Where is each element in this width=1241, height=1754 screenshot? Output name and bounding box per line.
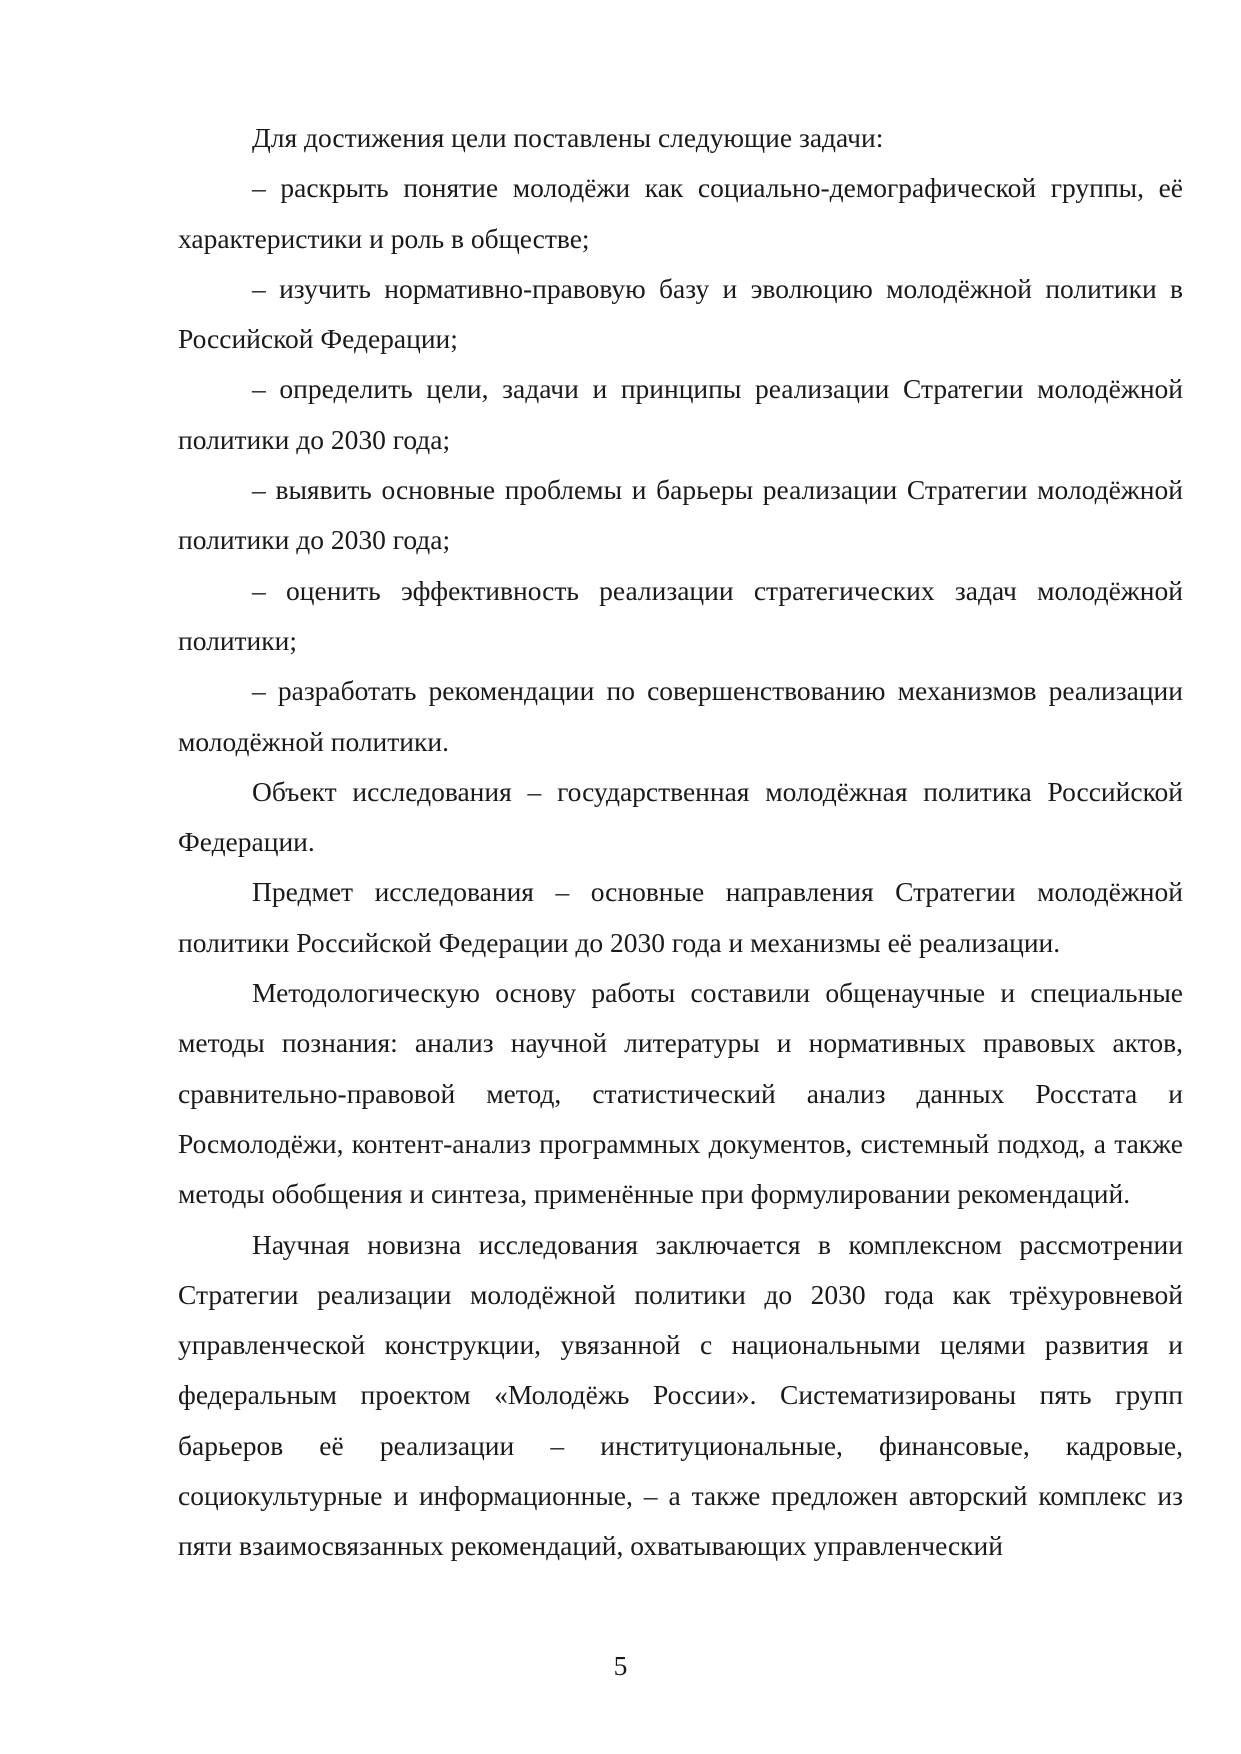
paragraph-research-object: Объект исследования – государственная молодёжная политика Российской Федерации. — [178, 775, 1183, 858]
paragraph-methodology: Методологическую основу работы составили общенаучные и специальные методы познания: анализ научной литературы и нормативных правовых актов, сравнительно-правовой метод, статистический анализ данных Росстата и Росмолодёжи, контент-анализ программных документов, системный подход, а также методы обобщения и синтеза, применённые при формулировании рекомендаций. — [178, 977, 1183, 1210]
page-number: 5 — [613, 1650, 628, 1681]
paragraph-task-1: – раскрыть понятие молодёжи как социально-демографической группы, её характеристики и роль в обществе; — [178, 172, 1183, 254]
paragraph-task-5: – оценить эффективность реализации стратегических задач молодёжной политики; — [178, 574, 1183, 656]
document-body — [178, 113, 1183, 1572]
paragraph-task-4: – выявить основные проблемы и барьеры реализации Стратегии молодёжной политики до 2030 года; — [178, 474, 1183, 556]
paragraph-task-6: – разработать рекомендации по совершенствованию механизмов реализации молодёжной политики. — [178, 675, 1183, 757]
paragraph-task-2: – изучить нормативно-правовую базу и эволюцию молодёжной политики в Российской Федерации; — [178, 272, 1183, 355]
paragraph-task-3: – определить цели, задачи и принципы реализации Стратегии молодёжной политики до 2030 года; — [178, 373, 1183, 455]
paragraph-goals-intro: Для достижения цели поставлены следующие задачи: — [252, 122, 884, 153]
paragraph-scientific-novelty: Научная новизна исследования заключается в комплексном рассмотрении Стратегии реализации молодёжной политики до 2030 года как трёхуровневой управленческой конструкции, увязанной с национальными целями развития и федеральным проектом «Молодёжь России». Систематизированы пять групп барьеров её реализации – институциональные, финансовые, кадровые, социокультурные и информационные, – а также предложен авторский комплекс из пяти взаимосвязанных рекомендаций, охватывающих управленческий — [178, 1228, 1183, 1562]
paragraph-research-subject: Предмет исследования – основные направления Стратегии молодёжной политики Российской Федерации до 2030 года и механизмы её реализации. — [178, 876, 1183, 958]
